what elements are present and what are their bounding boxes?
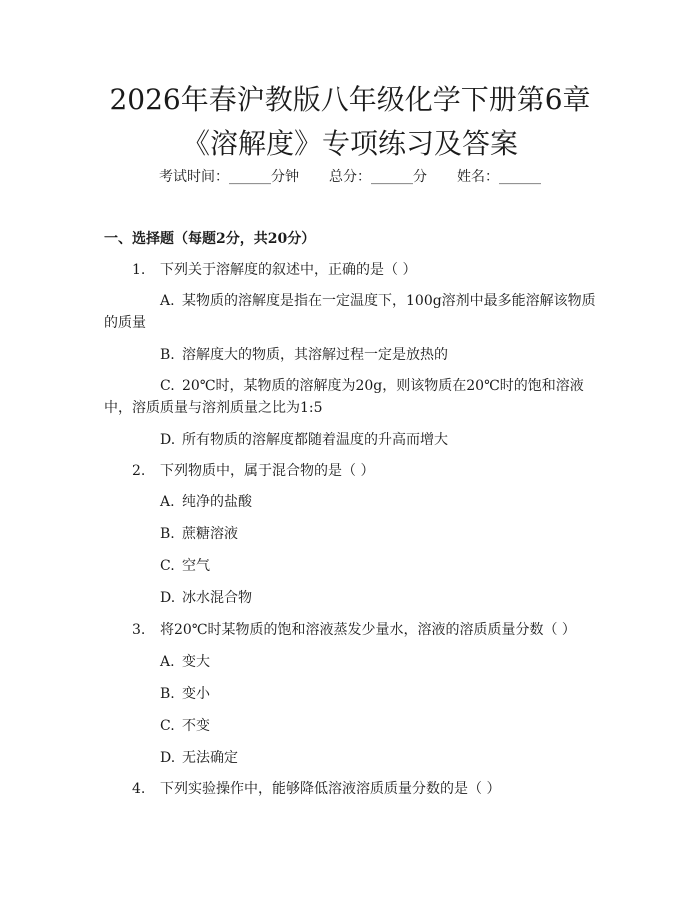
option-text: 冰水混合物	[182, 590, 252, 606]
question-1-option-c	[104, 375, 604, 419]
option-letter: C.	[160, 558, 175, 574]
total-score-field: 总分：______分	[329, 169, 427, 185]
option-letter: D.	[160, 432, 176, 448]
question-text: 下列关于溶解度的叙述中，正确的是（ ）	[160, 262, 417, 278]
option-letter: B.	[160, 347, 175, 363]
question-1-option-a	[104, 290, 604, 334]
student-name-field: 姓名：______	[457, 169, 541, 185]
page-title: 2026年春沪教版八年级化学下册第6章《溶解度》专项练习及答案	[109, 83, 591, 160]
question-3-option-c	[160, 715, 210, 737]
question-number: 3.	[132, 622, 146, 638]
option-letter: C.	[160, 718, 175, 734]
option-letter: D.	[160, 750, 176, 766]
question-text: 将20℃时某物质的饱和溶液蒸发少量水，溶液的溶质质量分数（ ）	[160, 622, 576, 638]
question-2-option-c	[160, 555, 210, 577]
option-text: 无法确定	[182, 750, 238, 766]
option-text: 某物质的溶解度是指在一定温度下，100g溶剂中最多能溶解该物质的质量	[104, 293, 596, 331]
option-text: 蔗糖溶液	[182, 526, 238, 542]
option-text: 变小	[182, 686, 210, 702]
option-text: 20℃时，某物质的溶解度为20g，则该物质在20℃时的饱和溶液中，溶质质量与溶剂质量之比为1:5	[104, 378, 584, 416]
option-text: 所有物质的溶解度都随着温度的升高而增大	[182, 432, 448, 448]
option-letter: C.	[160, 378, 175, 394]
option-letter: B.	[160, 686, 175, 702]
question-3-option-b	[160, 683, 210, 705]
question-number: 1.	[132, 262, 146, 278]
question-1-option-d	[160, 429, 448, 451]
option-text: 纯净的盐酸	[182, 494, 252, 510]
option-text: 溶解度大的物质，其溶解过程一定是放热的	[182, 347, 448, 363]
question-1-option-b	[160, 344, 448, 366]
question-2-option-d	[160, 587, 252, 609]
question-number: 2.	[132, 463, 146, 479]
question-text: 下列物质中，属于混合物的是（ ）	[160, 463, 375, 479]
option-text: 变大	[182, 654, 210, 670]
question-text: 下列实验操作中，能够降低溶液溶质质量分数的是（ ）	[160, 781, 501, 797]
question-3	[132, 619, 576, 641]
option-text: 不变	[182, 718, 210, 734]
question-2-option-a	[160, 491, 252, 513]
question-number: 4.	[132, 781, 146, 797]
question-2-option-b	[160, 523, 238, 545]
option-text: 空气	[182, 558, 210, 574]
option-letter: B.	[160, 526, 175, 542]
option-letter: D.	[160, 590, 176, 606]
option-letter: A.	[160, 293, 175, 309]
question-3-option-d	[160, 747, 238, 769]
exam-time-field: 考试时间：______分钟	[159, 169, 299, 185]
section-heading: 一、选择题（每题2分，共20分）	[104, 231, 316, 247]
question-4	[132, 778, 500, 800]
question-1	[132, 259, 416, 281]
option-letter: A.	[160, 494, 175, 510]
question-3-option-a	[160, 651, 210, 673]
question-2	[132, 460, 374, 482]
option-letter: A.	[160, 654, 175, 670]
exam-meta	[0, 166, 700, 188]
